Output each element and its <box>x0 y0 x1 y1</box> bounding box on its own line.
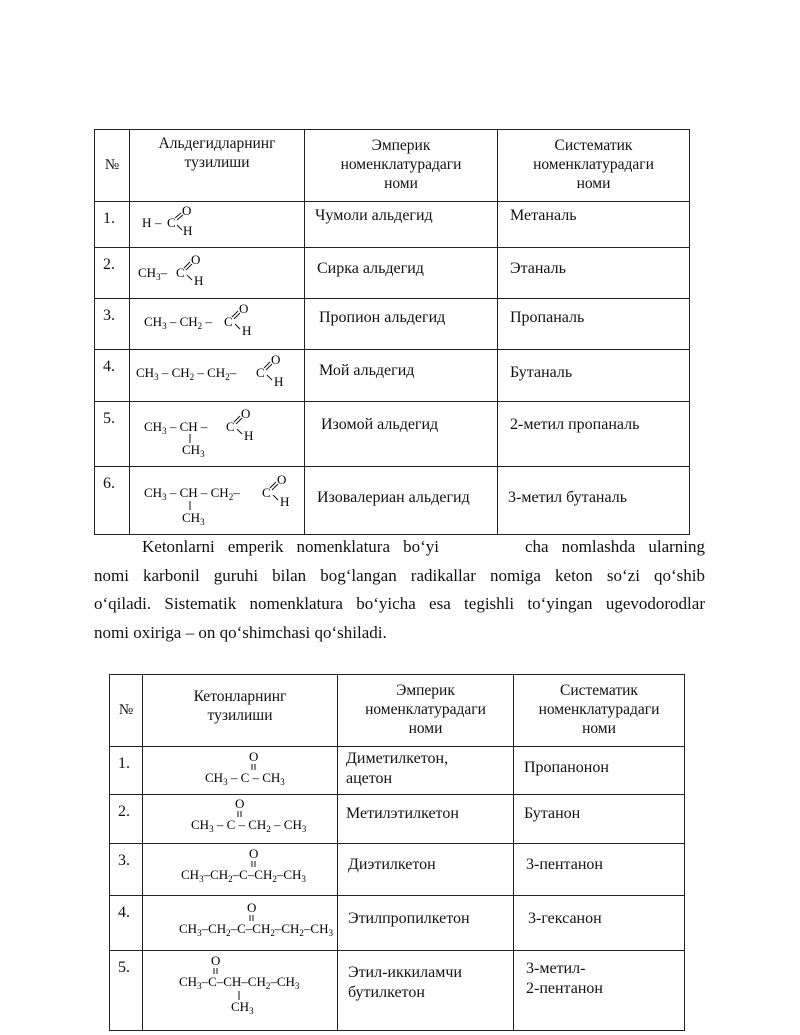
structure-formula <box>130 299 305 350</box>
row-number: 6. <box>95 467 130 535</box>
table-row <box>95 299 690 350</box>
empiric-name: Сирка альдегид <box>305 248 498 299</box>
systematic-name: Пропаналь <box>498 299 690 350</box>
table-row <box>110 951 685 1031</box>
row-number: 2. <box>95 248 130 299</box>
formula-text: O <box>249 846 259 861</box>
structure-formula <box>130 467 305 535</box>
header-structure: Альдегидларнинг тузилиши <box>130 130 305 202</box>
formula-text: H <box>194 273 204 288</box>
formula-text: O <box>191 252 201 267</box>
table-row <box>95 467 690 535</box>
table-row <box>95 402 690 467</box>
row-number: 4. <box>110 896 143 951</box>
formula-text: $CH_3$ – CH – $CH_2-$ <box>144 485 240 502</box>
acetone-formula <box>143 747 338 789</box>
paragraph-line: nomi oxiriga – on qo‘shimchasi qo‘shiladi. <box>94 622 387 642</box>
structure-formula <box>130 202 305 248</box>
formula-text: $CH_3$ <box>182 442 205 459</box>
header-systematic: Систематик номенклатурадаги номи <box>514 675 685 747</box>
formula-text: $CH_3$ – CH – <box>144 419 208 436</box>
structure-formula <box>130 402 305 467</box>
formula-text: $CH_3-CH_2-C-CH_2-CH_2-CH_3$ <box>179 921 333 938</box>
formaldehyde-formula <box>130 202 305 242</box>
formula-text: $CH_3$ <box>231 999 254 1016</box>
empiric-name: Диметилкетон, ацетон <box>338 747 514 795</box>
formula-text: C <box>262 485 271 500</box>
formula-text: O <box>182 203 192 218</box>
empiric-name: Чумоли альдегид <box>305 202 498 248</box>
row-number: 3. <box>95 299 130 350</box>
structure-formula <box>143 844 338 896</box>
formula-text: $CH_3-C-CH-CH_2-CH_3$ <box>179 974 300 991</box>
formula-text: H <box>274 374 284 389</box>
table-row <box>110 844 685 896</box>
butanal-formula <box>130 350 305 396</box>
paragraph-line: Ketonlarni emperik nomenklatura bo‘yi cha nomlashda ularning <box>142 537 706 556</box>
formula-text: O <box>241 406 251 421</box>
formula-text: $CH_3 - CH_2 - CH_2-$ <box>136 365 237 382</box>
row-number: 4. <box>95 350 130 402</box>
row-number: 3. <box>110 844 143 896</box>
systematic-name: Этаналь <box>498 248 690 299</box>
formula-text: H <box>183 223 193 238</box>
formula-text: C <box>256 365 265 380</box>
table-row <box>95 350 690 402</box>
row-number: 1. <box>95 202 130 248</box>
formula-text: C <box>224 314 233 329</box>
formula-text: C <box>167 215 176 230</box>
butanone-formula <box>143 795 338 838</box>
formula-text: $CH_3$ – C – $CH_2 - CH_3$ <box>191 817 307 834</box>
paragraph-line: o‘qiladi. Sistematik nomenklatura bo‘yicha esa tegishli to‘yingan ugevodorodlar <box>94 594 705 613</box>
formula-text: C <box>226 419 235 434</box>
empiric-name: Метилэтилкетон <box>338 795 514 844</box>
formula-text: – <box>155 215 162 230</box>
empiric-name: Этил-иккиламчи бутилкетон <box>338 951 514 1031</box>
formula-text: O <box>239 301 249 316</box>
systematic-name: 3-гексанон <box>514 896 685 951</box>
structure-formula <box>143 795 338 844</box>
formula-text: H <box>280 494 290 509</box>
empiric-name: Диэтилкетон <box>338 844 514 896</box>
formula-text: $CH_3-CH_2-C-CH_2-CH_3$ <box>181 867 306 884</box>
empiric-name: Изомой альдегид <box>305 402 498 467</box>
table-row <box>110 795 685 844</box>
empiric-name: Мой альдегид <box>305 350 498 402</box>
systematic-name: Бутаналь <box>498 350 690 402</box>
structure-formula <box>130 248 305 299</box>
formula-text: O <box>211 953 221 968</box>
table-row <box>95 202 690 248</box>
formula-text: $CH_3-$ <box>138 265 168 282</box>
pentanone-formula <box>143 844 338 890</box>
row-number: 1. <box>110 747 143 795</box>
empiric-name: Изовалериан альдегид <box>305 467 498 535</box>
systematic-name: Бутанон <box>514 795 685 844</box>
structure-formula <box>143 896 338 951</box>
header-systematic: Систематик номенклатурадаги номи <box>498 130 690 202</box>
empiric-name: Пропион альдегид <box>305 299 498 350</box>
aldehyde-table <box>94 129 690 535</box>
structure-formula <box>143 747 338 795</box>
table-row <box>110 747 685 795</box>
systematic-name: 3-пентанон <box>514 844 685 896</box>
formula-text: H <box>244 428 254 443</box>
ketone-paragraph <box>94 533 705 647</box>
methylpentanone-formula <box>143 951 338 1025</box>
formula-text: $CH_3$ <box>182 510 205 527</box>
systematic-name: Пропанонон <box>514 747 685 795</box>
table-row <box>110 896 685 951</box>
header-num: № <box>95 130 130 202</box>
systematic-name: 3-метил бутаналь <box>498 467 690 535</box>
propanal-formula <box>130 299 305 344</box>
hexanone-formula <box>143 896 338 945</box>
formula-text: O <box>271 352 281 367</box>
header-structure: Кетонларнинг тузилиши <box>143 675 338 747</box>
header-empiric: Эмперик номенклатурадаги номи <box>305 130 498 202</box>
acetaldehyde-formula <box>130 248 305 293</box>
formula-text: H <box>242 323 252 338</box>
isobutanal-formula <box>130 402 305 461</box>
systematic-name: 2-метил пропаналь <box>498 402 690 467</box>
formula-text: O <box>235 796 245 811</box>
row-number: 5. <box>110 951 143 1031</box>
formula-text: $CH_3 - CH_2$ – <box>144 314 212 331</box>
formula-text: O <box>247 900 257 915</box>
formula-text: C <box>176 265 185 280</box>
structure-formula <box>130 350 305 402</box>
formula-text: H <box>142 215 152 230</box>
row-number: 5. <box>95 402 130 467</box>
ketone-table <box>109 674 685 1031</box>
structure-formula <box>143 951 338 1031</box>
systematic-name: Метаналь <box>498 202 690 248</box>
header-num: № <box>110 675 143 747</box>
formula-text: $CH_3$ – C – $CH_3$ <box>205 770 285 787</box>
formula-text: O <box>277 472 287 487</box>
systematic-name: 3-метил- 2-пентанон <box>514 951 685 1031</box>
paragraph-line: nomi karbonil guruhi bilan bog‘langan radikallar nomiga keton so‘zi qo‘shib <box>94 565 705 585</box>
isovaleraldehyde-formula <box>130 467 305 529</box>
formula-text: O <box>249 749 259 764</box>
row-number: 2. <box>110 795 143 844</box>
empiric-name: Этилпропилкетон <box>338 896 514 951</box>
table-row <box>95 248 690 299</box>
header-empiric: Эмперик номенклатурадаги номи <box>338 675 514 747</box>
